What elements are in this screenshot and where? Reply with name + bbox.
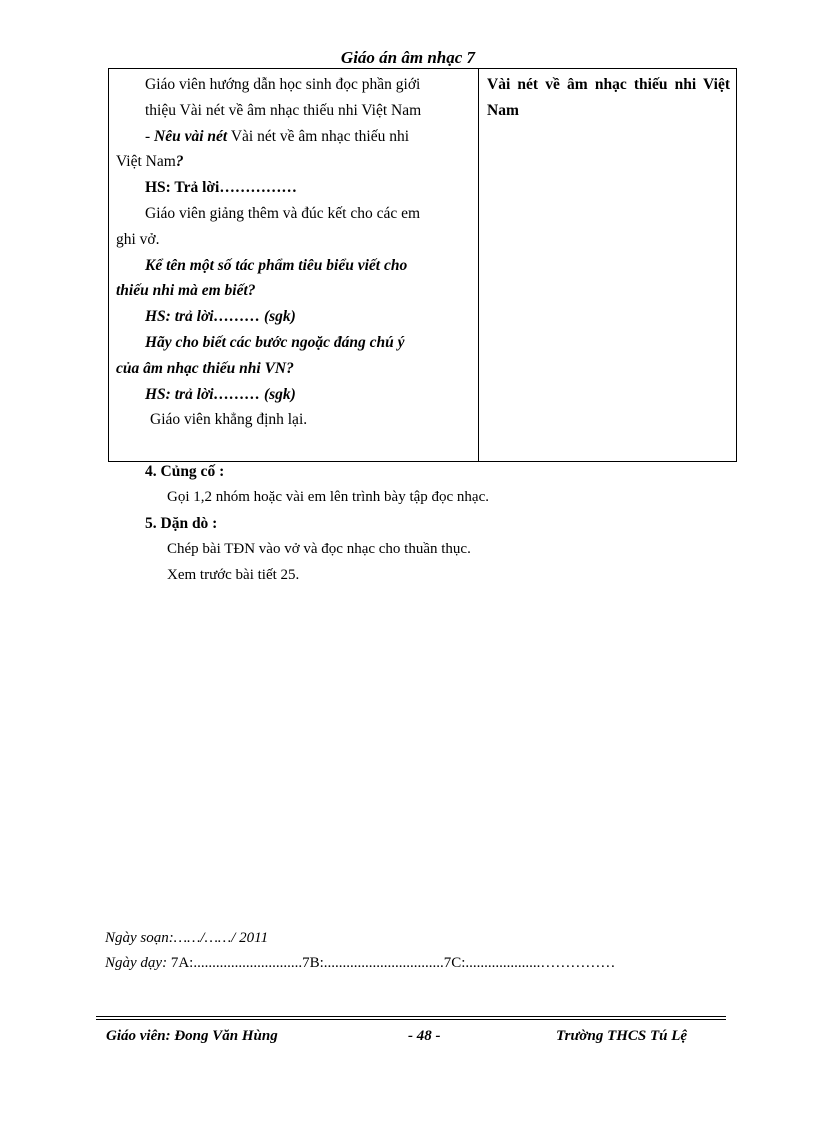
footer-teacher: Giáo viên: Đong Văn Hùng [106, 1028, 278, 1044]
teaching-date-classes: 7A:.............................7B:................................7C:....................…………… [170, 955, 616, 971]
homework-heading: 5. Dặn dò : [145, 515, 218, 532]
student-answer-line: HS: trả lời……… (sgk) [145, 385, 296, 403]
teaching-date-label: Ngày dạy: [105, 955, 168, 971]
homework-line: Chép bài TĐN vào vở và đọc nhạc cho thuần thục. [167, 541, 471, 557]
question-text: Việt Nam [116, 153, 176, 171]
homework-line: Xem trước bài tiết 25. [167, 567, 300, 583]
activity-line: Giáo viên giảng thêm và đúc kết cho các em [145, 204, 421, 222]
footer-rule [96, 1016, 726, 1017]
question-line: thiếu nhi mà em biết? [116, 282, 256, 300]
question-prefix: - [145, 127, 155, 145]
student-answer-line: HS: Trả lời…………… [145, 179, 297, 197]
question-text: Vài nét về âm nhạc thiếu nhi [227, 127, 410, 145]
activity-line: Giáo viên khẳng định lại. [150, 411, 308, 429]
student-answer-line: HS: trả lời……… (sgk) [145, 308, 296, 326]
lesson-content-column: Vài nét về âm nhạc thiếu nhi Việt Nam [487, 76, 730, 119]
table-column-divider [478, 68, 479, 462]
teaching-date-line [105, 955, 615, 972]
document-title: Giáo án âm nhạc 7 [340, 48, 476, 67]
activity-line: ghi vở. [116, 230, 160, 248]
preparation-date: Ngày soạn:……/……/ 2011 [105, 930, 269, 946]
question-line [116, 124, 472, 150]
question-line: Hãy cho biết các bước ngoặc đáng chú ý [145, 333, 405, 351]
consolidation-heading: 4. Củng cố : [145, 463, 225, 480]
footer-school: Trường THCS Tú Lệ [556, 1028, 688, 1044]
page-number: - 48 - [408, 1028, 441, 1044]
question-line: của âm nhạc thiếu nhi VN? [116, 359, 294, 377]
teaching-activities-column [116, 72, 472, 433]
activity-line: thiệu Vài nét về âm nhạc thiếu nhi Việt Nam [145, 101, 422, 119]
footer-rule [96, 1019, 726, 1020]
question-emphasis: Nêu vài nét [154, 127, 228, 145]
consolidation-text: Gọi 1,2 nhóm hoặc vài em lên trình bày tập đọc nhạc. [167, 489, 489, 505]
question-line-continued [116, 149, 472, 175]
question-line: Kể tên một số tác phẩm tiêu biểu viết cho [145, 256, 408, 274]
activity-line: Giáo viên hướng dẫn học sinh đọc phần giới [145, 76, 421, 93]
question-mark: ? [175, 153, 184, 171]
